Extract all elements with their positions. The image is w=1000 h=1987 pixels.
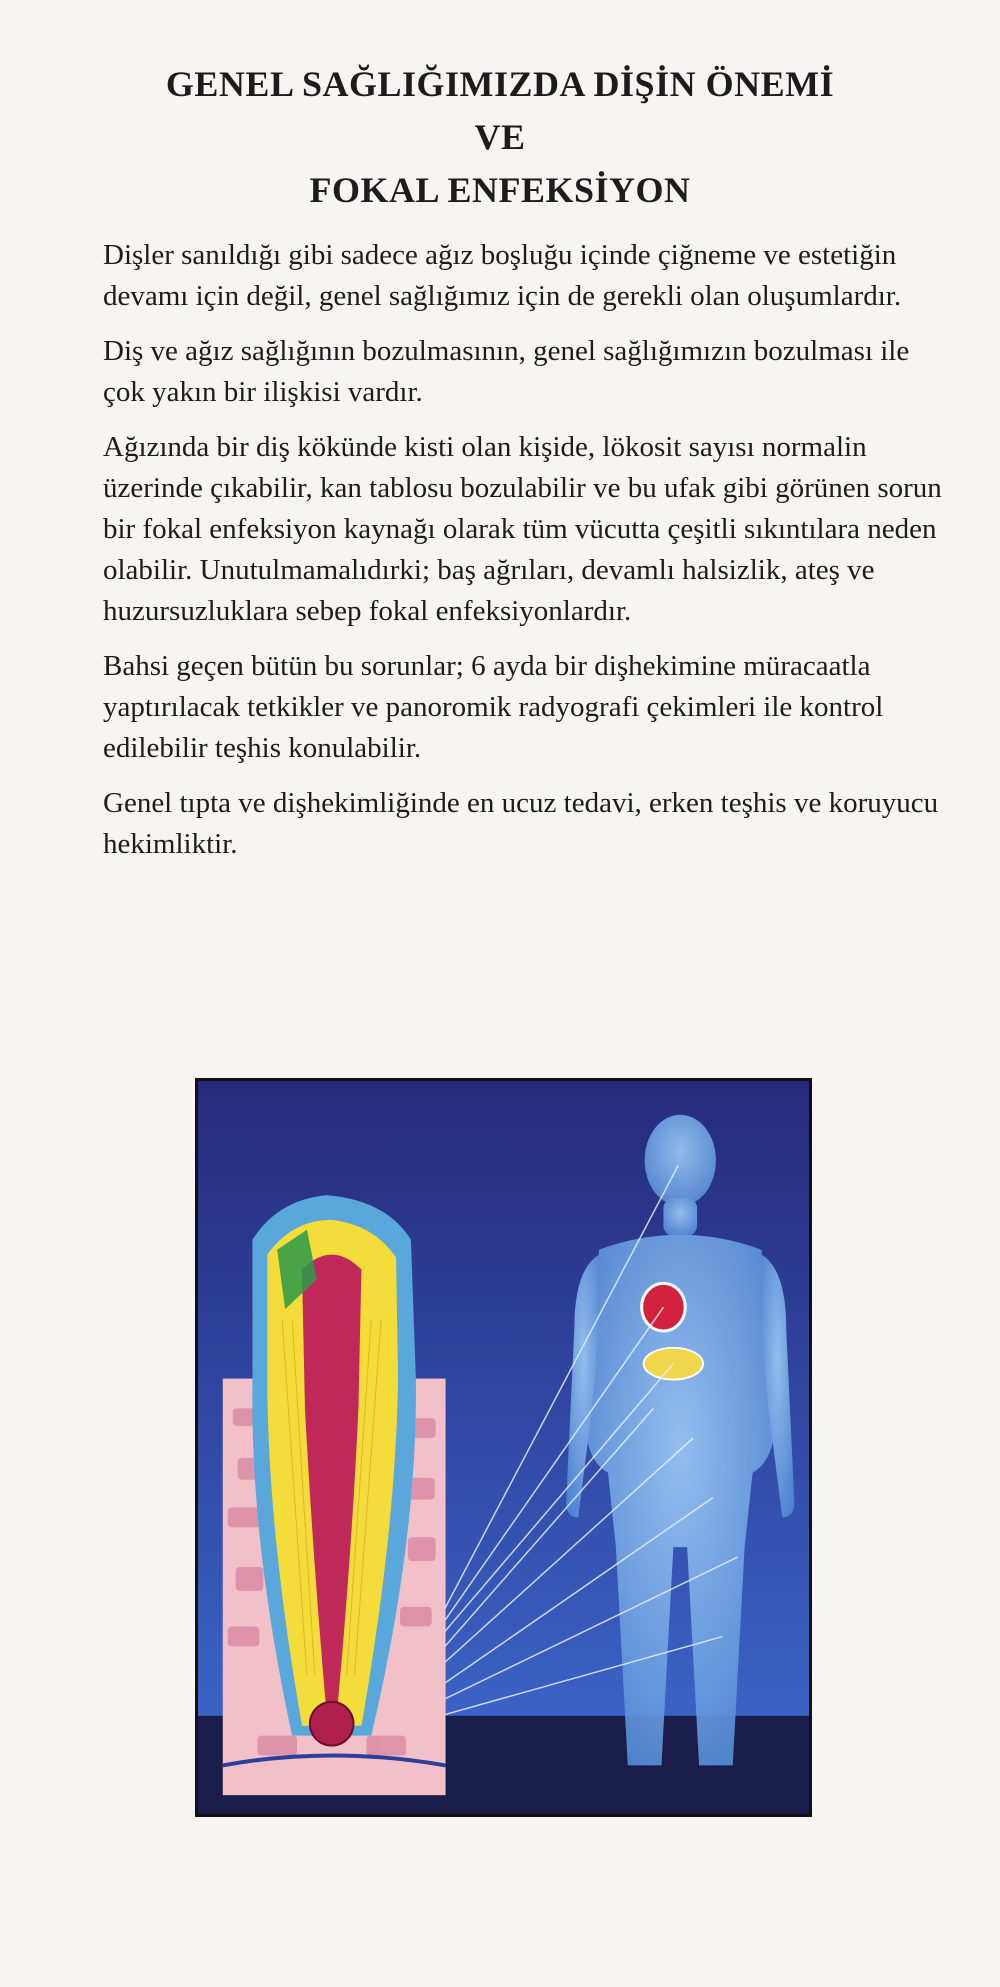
root-cyst: [310, 1702, 354, 1746]
page-title: [0, 58, 1000, 217]
article-body: [103, 235, 943, 879]
paragraph-2: Diş ve ağız sağlığının bozulmasının, genel sağlığımızın bozulması ile çok yakın bir ilişkisi vardır.: [103, 335, 910, 408]
title-line-3: FOKAL ENFEKSİYON: [309, 170, 691, 210]
paragraph-3: Ağızında bir diş kökünde kisti olan kişide, lökosit sayısı normalin üzerinde çıkabilir, kan tablosu bozulabilir ve bu ufak gibi görünen sorun bir fokal enfeksiyon kaynağı olarak tüm vücutta çeşitli sıkıntılara neden olabilir. Unutulmamalıdırki; baş ağrıları, devamlı halsizlik, ateş ve huzursuzluklara sebep fokal enfeksiyonlardır.: [103, 431, 942, 627]
paragraph-4: Bahsi geçen bütün bu sorunlar; 6 ayda bir dişhekimine müracaatla yaptırılacak tetkikler ve panoromik radyografi çekimleri ile kontrol edilebilir teşhis konulabilir.: [103, 650, 884, 764]
title-line-1: GENEL SAĞLIĞIMIZDA DİŞİN ÖNEMİ: [165, 64, 835, 104]
paragraph-1: Dişler sanıldığı gibi sadece ağız boşluğu içinde çiğneme ve estetiğin devamı için değil, genel sağlığımız için de gerekli olan oluşumlardır.: [103, 239, 902, 312]
tooth-cross-section: [223, 1195, 446, 1795]
focal-infection-illustration: [195, 1078, 812, 1817]
illustration-svg: [198, 1081, 809, 1814]
title-line-2: VE: [474, 117, 526, 157]
paragraph-5: Genel tıpta ve dişhekimliğinde en ucuz tedavi, erken teşhis ve koruyucu hekimliktir.: [103, 787, 939, 860]
liver-organ: [644, 1348, 703, 1380]
